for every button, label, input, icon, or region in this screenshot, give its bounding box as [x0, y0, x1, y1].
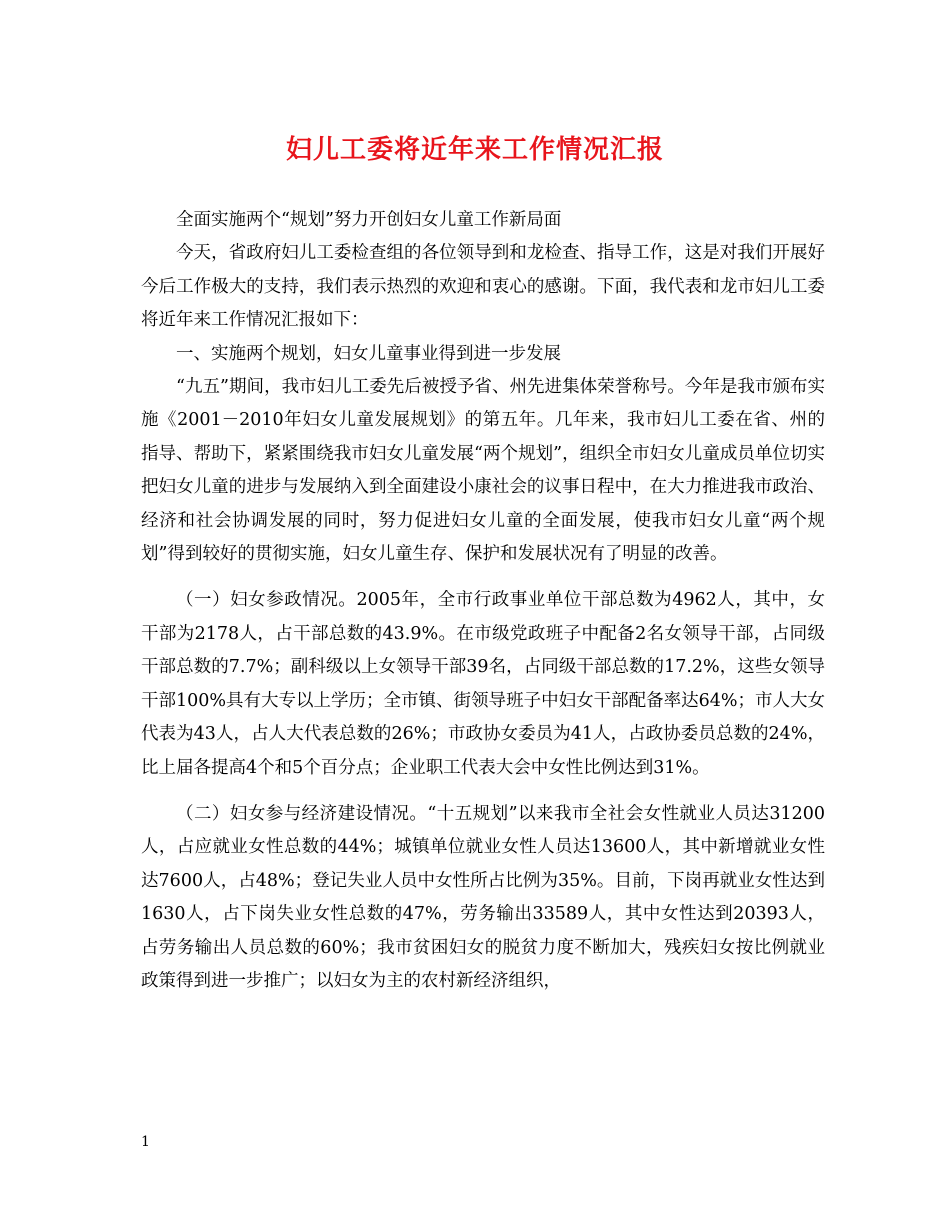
document-title: 妇儿工委将近年来工作情况汇报: [285, 135, 664, 165]
intro-paragraph: 今天，省政府妇儿工委检查组的各位领导到和龙检查、指导工作，这是对我们开展好今后工作极大的支持，我们表示热烈的欢迎和衷心的感谢。下面，我代表和龙市妇儿工委将近年来工作情况汇报如下：: [141, 243, 825, 331]
document-body: [141, 204, 825, 998]
body-paragraph: （二）妇女参与经济建设情况。“十五规划”以来我市全社会女性就业人员达31200人，占应就业女性总数的44%；城镇单位就业女性人员达13600人，其中新增就业女性达7600人，占48%；登记失业人员中女性所占比例为35%。目前，下岗再就业女性达到1630人，占下岗失业女性总数的47%，劳务输出33589人，其中女性达到20393人，占劳务输出人员总数的60%；我市贫困妇女的脱贫力度不断加大，残疾妇女按比例就业政策得到进一步推广；以妇女为主的农村新经济组织，: [141, 803, 825, 991]
section-heading: 一、实施两个规划，妇女儿童事业得到进一步发展: [176, 343, 561, 364]
body-paragraph: （一）妇女参政情况。2005年，全市行政事业单位干部总数为4962人，其中，女干部为2178人，占干部总数的43.9%。在市级党政班子中配备2名女领导干部，占同级干部总数的7.7%；副科级以上女领导干部39名，占同级干部总数的17.2%，这些女领导干部100%具有大专以上学历；全市镇、街领导班子中妇女干部配备率达64%；市人大女代表为43人，占人大代表总数的26%；市政协女委员为41人，占政协委员总数的24%，比上届各提高4个和5个百分点；企业职工代表大会中女性比例达到31%。: [141, 590, 825, 778]
page-number: 1: [141, 1134, 150, 1150]
body-paragraph: “九五”期间，我市妇儿工委先后被授予省、州先进集体荣誉称号。今年是我市颁布实施《2001－2010年妇女儿童发展规划》的第五年。几年来，我市妇儿工委在省、州的指导、帮助下，紧紧围绕我市妇女儿童发展“两个规划”，组织全市妇女儿童成员单位切实把妇女儿童的进步与发展纳入到全面建设小康社会的议事日程中，在大力推进我市政治、经济和社会协调发展的同时，努力促进妇女儿童的全面发展，使我市妇女儿童“两个规划”得到较好的贯彻实施，妇女儿童生存、保护和发展状况有了明显的改善。: [141, 377, 825, 565]
subtitle-paragraph: 全面实施两个“规划”努力开创妇女儿童工作新局面: [176, 210, 562, 230]
